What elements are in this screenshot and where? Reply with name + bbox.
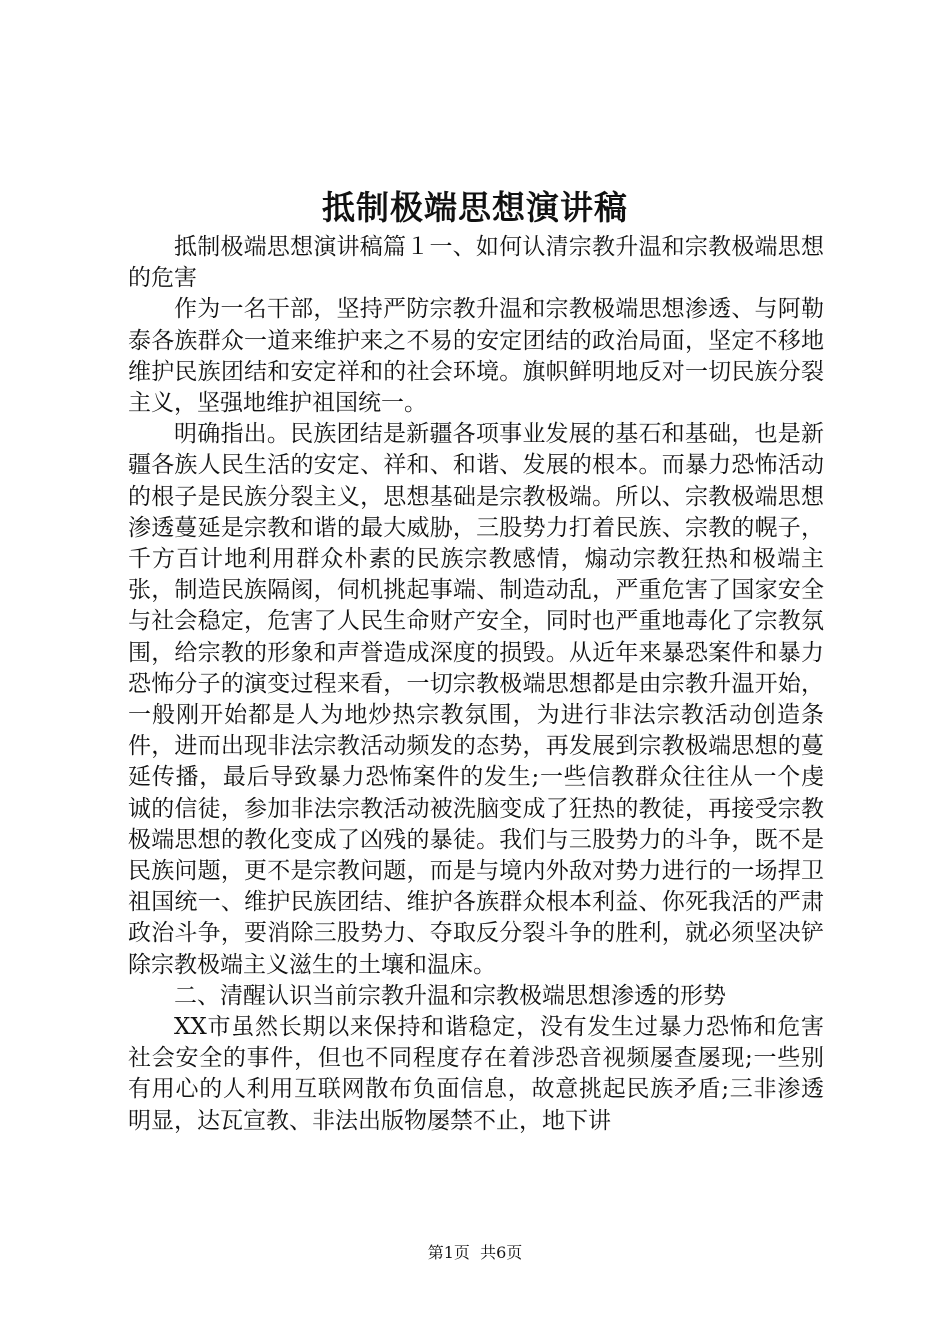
document-title: 抵制极端思想演讲稿 [322,188,628,227]
paragraph-2: 作为一名干部，坚持严防宗教升温和宗教极端思想渗透、与阿勒泰各族群众一道来维护来之不易的安定团结的政治局面，坚定不移地维护民族团结和安定祥和的社会环境。旗帜鲜明地反对一切民族分裂主义，坚强地维护祖国统一。 [128,296,824,417]
paragraph-1: 抵制极端思想演讲稿篇１一、如何认清宗教升温和宗教极端思想的危害 [128,234,824,292]
page-footer [0,1243,950,1263]
paragraph-5: XX市虽然长期以来保持和谐稳定，没有发生过暴力恐怖和危害社会安全的事件，但也不同程度存在着涉恐音视频屡查屡现;一些别有用心的人利用互联网散布负面信息，故意挑起民族矛盾;三非渗透明显，达瓦宣教、非法出版物屡禁不止，地下讲 [128,1014,824,1134]
paragraph-4: 二、清醒认识当前宗教升温和宗教极端思想渗透的形势 [174,982,726,1009]
document-body [128,232,824,1137]
paragraph-3: 明确指出。民族团结是新疆各项事业发展的基石和基础，也是新疆各族人民生活的安定、祥和、和谐、发展的根本。而暴力恐怖活动的根子是民族分裂主义，思想基础是宗教极端。所以、宗教极端思想渗透蔓延是宗教和谐的最大威胁，三股势力打着民族、宗教的幌子，千方百计地利用群众朴素的民族宗教感情，煽动宗教狂热和极端主张，制造民族隔阂，伺机挑起事端、制造动乱，严重危害了国家安全与社会稳定，危害了人民生命财产安全，同时也严重地毒化了宗教氛围，给宗教的形象和声誉造成深度的损毁。从近年来暴恐案件和暴力恐怖分子的演变过程来看，一切宗教极端思想都是由宗教升温开始，一般刚开始都是人为地炒热宗教氛围，为进行非法宗教活动创造条件，进而出现非法宗教活动频发的态势，再发展到宗教极端思想的蔓延传播，最后导致暴力恐怖案件的发生;一些信教群众往往从一个虔诚的信徒，参加非法宗教活动被洗脑变成了狂热的教徒，再接受宗教极端思想的教化变成了凶残的暴徒。我们与三股势力的斗争，既不是民族问题，更不是宗教问题，而是与境内外敌对势力进行的一场捍卫祖国统一、维护民族团结、维护各族群众根本利益、你死我活的严肃政治斗争，要消除三股势力、夺取反分裂斗争的胜利，就必须坚决铲除宗教极端主义滋生的土壤和温床。 [128,421,824,978]
footer-spacer [470,1243,480,1262]
total-pages: 共6页 [480,1243,523,1262]
page-number: 第1页 [427,1243,470,1262]
